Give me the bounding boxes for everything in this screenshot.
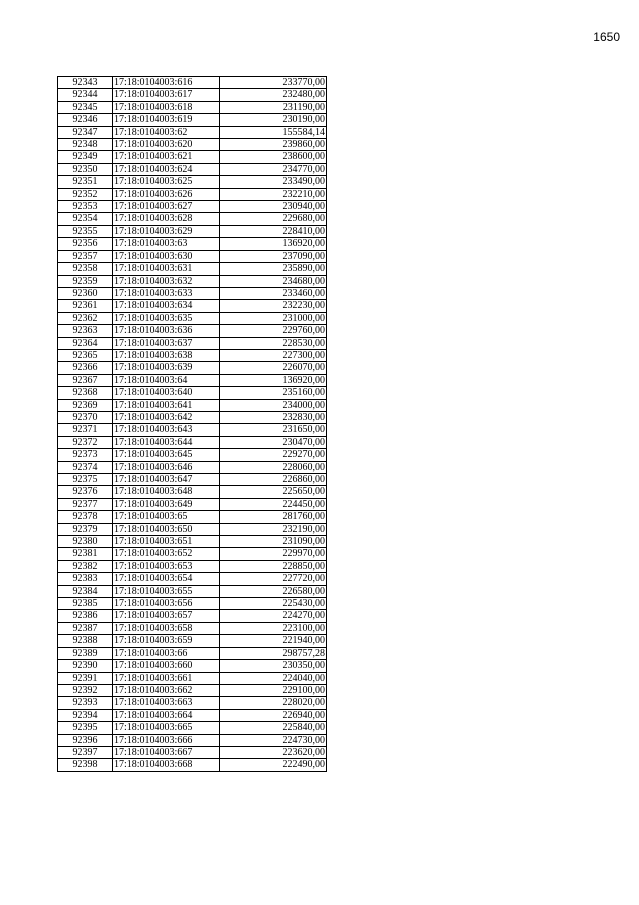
cadastral-number-cell: 17:18:0104003:668 — [113, 759, 220, 771]
row-number-cell: 92362 — [58, 312, 113, 324]
table-row — [58, 697, 327, 709]
cadastral-number-cell: 17:18:0104003:620 — [113, 139, 220, 151]
value-cell: 235890,00 — [220, 263, 327, 275]
value-cell: 232230,00 — [220, 300, 327, 312]
value-cell: 233460,00 — [220, 287, 327, 299]
row-number-cell: 92369 — [58, 399, 113, 411]
cadastral-number-cell: 17:18:0104003:625 — [113, 176, 220, 188]
row-number-cell: 92364 — [58, 337, 113, 349]
cadastral-number-cell: 17:18:0104003:664 — [113, 709, 220, 721]
cadastral-number-cell: 17:18:0104003:646 — [113, 461, 220, 473]
value-cell: 228020,00 — [220, 697, 327, 709]
value-cell: 226070,00 — [220, 362, 327, 374]
row-number-cell: 92348 — [58, 139, 113, 151]
cadastral-number-cell: 17:18:0104003:639 — [113, 362, 220, 374]
records-table — [57, 76, 327, 772]
cadastral-number-cell: 17:18:0104003:631 — [113, 263, 220, 275]
table-row — [58, 585, 327, 597]
cadastral-number-cell: 17:18:0104003:644 — [113, 436, 220, 448]
cadastral-number-cell: 17:18:0104003:638 — [113, 349, 220, 361]
row-number-cell: 92397 — [58, 746, 113, 758]
cadastral-number-cell: 17:18:0104003:667 — [113, 746, 220, 758]
table-row — [58, 598, 327, 610]
cadastral-number-cell: 17:18:0104003:634 — [113, 300, 220, 312]
table-row — [58, 709, 327, 721]
value-cell: 238600,00 — [220, 151, 327, 163]
row-number-cell: 92383 — [58, 573, 113, 585]
table-row — [58, 387, 327, 399]
value-cell: 226940,00 — [220, 709, 327, 721]
table-row — [58, 213, 327, 225]
value-cell: 223100,00 — [220, 622, 327, 634]
cadastral-number-cell: 17:18:0104003:624 — [113, 163, 220, 175]
value-cell: 232190,00 — [220, 523, 327, 535]
row-number-cell: 92393 — [58, 697, 113, 709]
cadastral-number-cell: 17:18:0104003:649 — [113, 498, 220, 510]
table-row — [58, 461, 327, 473]
table-row — [58, 610, 327, 622]
cadastral-number-cell: 17:18:0104003:650 — [113, 523, 220, 535]
table-row — [58, 573, 327, 585]
cadastral-number-cell: 17:18:0104003:663 — [113, 697, 220, 709]
table-row — [58, 374, 327, 386]
row-number-cell: 92366 — [58, 362, 113, 374]
row-number-cell: 92363 — [58, 325, 113, 337]
table-row — [58, 263, 327, 275]
row-number-cell: 92346 — [58, 114, 113, 126]
cadastral-number-cell: 17:18:0104003:65 — [113, 511, 220, 523]
value-cell: 281760,00 — [220, 511, 327, 523]
value-cell: 136920,00 — [220, 238, 327, 250]
table-row — [58, 560, 327, 572]
value-cell: 226580,00 — [220, 585, 327, 597]
row-number-cell: 92356 — [58, 238, 113, 250]
table-row — [58, 362, 327, 374]
value-cell: 231000,00 — [220, 312, 327, 324]
table-row — [58, 163, 327, 175]
value-cell: 232210,00 — [220, 188, 327, 200]
table-row — [58, 89, 327, 101]
row-number-cell: 92355 — [58, 225, 113, 237]
table-row — [58, 449, 327, 461]
value-cell: 229270,00 — [220, 449, 327, 461]
cadastral-number-cell: 17:18:0104003:655 — [113, 585, 220, 597]
cadastral-number-cell: 17:18:0104003:626 — [113, 188, 220, 200]
table-row — [58, 672, 327, 684]
table-row — [58, 548, 327, 560]
value-cell: 225840,00 — [220, 722, 327, 734]
value-cell: 234770,00 — [220, 163, 327, 175]
value-cell: 224040,00 — [220, 672, 327, 684]
value-cell: 233770,00 — [220, 77, 327, 89]
cadastral-number-cell: 17:18:0104003:658 — [113, 622, 220, 634]
cadastral-number-cell: 17:18:0104003:627 — [113, 201, 220, 213]
row-number-cell: 92360 — [58, 287, 113, 299]
value-cell: 226860,00 — [220, 474, 327, 486]
table-row — [58, 474, 327, 486]
table-row — [58, 238, 327, 250]
value-cell: 222490,00 — [220, 759, 327, 771]
cadastral-number-cell: 17:18:0104003:656 — [113, 598, 220, 610]
row-number-cell: 92377 — [58, 498, 113, 510]
value-cell: 228060,00 — [220, 461, 327, 473]
value-cell: 221940,00 — [220, 635, 327, 647]
table-row — [58, 635, 327, 647]
table-row — [58, 759, 327, 771]
value-cell: 155584,14 — [220, 126, 327, 138]
cadastral-number-cell: 17:18:0104003:629 — [113, 225, 220, 237]
row-number-cell: 92390 — [58, 660, 113, 672]
value-cell: 136920,00 — [220, 374, 327, 386]
value-cell: 231190,00 — [220, 101, 327, 113]
row-number-cell: 92344 — [58, 89, 113, 101]
value-cell: 232480,00 — [220, 89, 327, 101]
cadastral-number-cell: 17:18:0104003:648 — [113, 486, 220, 498]
row-number-cell: 92376 — [58, 486, 113, 498]
cadastral-number-cell: 17:18:0104003:657 — [113, 610, 220, 622]
row-number-cell: 92378 — [58, 511, 113, 523]
row-number-cell: 92392 — [58, 684, 113, 696]
cadastral-number-cell: 17:18:0104003:64 — [113, 374, 220, 386]
row-number-cell: 92391 — [58, 672, 113, 684]
row-number-cell: 92349 — [58, 151, 113, 163]
table-row — [58, 188, 327, 200]
cadastral-number-cell: 17:18:0104003:641 — [113, 399, 220, 411]
row-number-cell: 92352 — [58, 188, 113, 200]
value-cell: 225430,00 — [220, 598, 327, 610]
cadastral-number-cell: 17:18:0104003:651 — [113, 536, 220, 548]
table-row — [58, 312, 327, 324]
value-cell: 298757,28 — [220, 647, 327, 659]
table-row — [58, 399, 327, 411]
table-row — [58, 523, 327, 535]
row-number-cell: 92394 — [58, 709, 113, 721]
value-cell: 231090,00 — [220, 536, 327, 548]
row-number-cell: 92386 — [58, 610, 113, 622]
table-row — [58, 151, 327, 163]
table-row — [58, 201, 327, 213]
row-number-cell: 92368 — [58, 387, 113, 399]
table-row — [58, 536, 327, 548]
row-number-cell: 92365 — [58, 349, 113, 361]
table-row — [58, 337, 327, 349]
cadastral-number-cell: 17:18:0104003:617 — [113, 89, 220, 101]
cadastral-number-cell: 17:18:0104003:635 — [113, 312, 220, 324]
row-number-cell: 92357 — [58, 250, 113, 262]
value-cell: 234680,00 — [220, 275, 327, 287]
table-row — [58, 411, 327, 423]
table-row — [58, 114, 327, 126]
row-number-cell: 92389 — [58, 647, 113, 659]
value-cell: 229680,00 — [220, 213, 327, 225]
cadastral-number-cell: 17:18:0104003:630 — [113, 250, 220, 262]
value-cell: 234000,00 — [220, 399, 327, 411]
cadastral-number-cell: 17:18:0104003:645 — [113, 449, 220, 461]
row-number-cell: 92353 — [58, 201, 113, 213]
table-row — [58, 275, 327, 287]
table-row — [58, 101, 327, 113]
cadastral-number-cell: 17:18:0104003:652 — [113, 548, 220, 560]
row-number-cell: 92350 — [58, 163, 113, 175]
table-row — [58, 424, 327, 436]
table-row — [58, 300, 327, 312]
row-number-cell: 92371 — [58, 424, 113, 436]
cadastral-number-cell: 17:18:0104003:643 — [113, 424, 220, 436]
row-number-cell: 92384 — [58, 585, 113, 597]
cadastral-number-cell: 17:18:0104003:640 — [113, 387, 220, 399]
row-number-cell: 92367 — [58, 374, 113, 386]
table-row — [58, 139, 327, 151]
table-row — [58, 684, 327, 696]
cadastral-number-cell: 17:18:0104003:66 — [113, 647, 220, 659]
row-number-cell: 92382 — [58, 560, 113, 572]
row-number-cell: 92381 — [58, 548, 113, 560]
table-row — [58, 511, 327, 523]
table-row — [58, 436, 327, 448]
row-number-cell: 92343 — [58, 77, 113, 89]
cadastral-number-cell: 17:18:0104003:621 — [113, 151, 220, 163]
cadastral-number-cell: 17:18:0104003:632 — [113, 275, 220, 287]
table-row — [58, 498, 327, 510]
cadastral-number-cell: 17:18:0104003:636 — [113, 325, 220, 337]
table-row — [58, 722, 327, 734]
value-cell: 230190,00 — [220, 114, 327, 126]
row-number-cell: 92375 — [58, 474, 113, 486]
cadastral-number-cell: 17:18:0104003:616 — [113, 77, 220, 89]
table-row — [58, 287, 327, 299]
cadastral-number-cell: 17:18:0104003:654 — [113, 573, 220, 585]
cadastral-number-cell: 17:18:0104003:637 — [113, 337, 220, 349]
cadastral-number-cell: 17:18:0104003:618 — [113, 101, 220, 113]
value-cell: 227300,00 — [220, 349, 327, 361]
value-cell: 230470,00 — [220, 436, 327, 448]
value-cell: 230350,00 — [220, 660, 327, 672]
cadastral-number-cell: 17:18:0104003:660 — [113, 660, 220, 672]
value-cell: 224270,00 — [220, 610, 327, 622]
table-row — [58, 325, 327, 337]
table-row — [58, 250, 327, 262]
value-cell: 233490,00 — [220, 176, 327, 188]
table-row — [58, 77, 327, 89]
value-cell: 239860,00 — [220, 139, 327, 151]
cadastral-number-cell: 17:18:0104003:647 — [113, 474, 220, 486]
cadastral-number-cell: 17:18:0104003:619 — [113, 114, 220, 126]
row-number-cell: 92361 — [58, 300, 113, 312]
value-cell: 235160,00 — [220, 387, 327, 399]
value-cell: 229760,00 — [220, 325, 327, 337]
value-cell: 225650,00 — [220, 486, 327, 498]
table-row — [58, 225, 327, 237]
table-row — [58, 734, 327, 746]
value-cell: 231650,00 — [220, 424, 327, 436]
table-row — [58, 126, 327, 138]
table-row — [58, 349, 327, 361]
value-cell: 229970,00 — [220, 548, 327, 560]
row-number-cell: 92347 — [58, 126, 113, 138]
cadastral-number-cell: 17:18:0104003:633 — [113, 287, 220, 299]
row-number-cell: 92385 — [58, 598, 113, 610]
row-number-cell: 92396 — [58, 734, 113, 746]
row-number-cell: 92358 — [58, 263, 113, 275]
row-number-cell: 92370 — [58, 411, 113, 423]
row-number-cell: 92345 — [58, 101, 113, 113]
row-number-cell: 92372 — [58, 436, 113, 448]
value-cell: 228530,00 — [220, 337, 327, 349]
value-cell: 224730,00 — [220, 734, 327, 746]
value-cell: 230940,00 — [220, 201, 327, 213]
table-row — [58, 746, 327, 758]
value-cell: 224450,00 — [220, 498, 327, 510]
cadastral-number-cell: 17:18:0104003:653 — [113, 560, 220, 572]
records-table-body — [58, 77, 327, 772]
row-number-cell: 92379 — [58, 523, 113, 535]
table-row — [58, 647, 327, 659]
cadastral-number-cell: 17:18:0104003:665 — [113, 722, 220, 734]
row-number-cell: 92359 — [58, 275, 113, 287]
value-cell: 223620,00 — [220, 746, 327, 758]
table-row — [58, 176, 327, 188]
row-number-cell: 92380 — [58, 536, 113, 548]
cadastral-number-cell: 17:18:0104003:662 — [113, 684, 220, 696]
table-row — [58, 486, 327, 498]
value-cell: 232830,00 — [220, 411, 327, 423]
cadastral-number-cell: 17:18:0104003:666 — [113, 734, 220, 746]
row-number-cell: 92388 — [58, 635, 113, 647]
row-number-cell: 92351 — [58, 176, 113, 188]
page-number: 1650 — [593, 30, 620, 44]
row-number-cell: 92354 — [58, 213, 113, 225]
row-number-cell: 92395 — [58, 722, 113, 734]
table-row — [58, 660, 327, 672]
value-cell: 227720,00 — [220, 573, 327, 585]
cadastral-number-cell: 17:18:0104003:62 — [113, 126, 220, 138]
cadastral-number-cell: 17:18:0104003:642 — [113, 411, 220, 423]
row-number-cell: 92387 — [58, 622, 113, 634]
cadastral-number-cell: 17:18:0104003:659 — [113, 635, 220, 647]
row-number-cell: 92373 — [58, 449, 113, 461]
row-number-cell: 92374 — [58, 461, 113, 473]
cadastral-number-cell: 17:18:0104003:628 — [113, 213, 220, 225]
value-cell: 237090,00 — [220, 250, 327, 262]
cadastral-number-cell: 17:18:0104003:661 — [113, 672, 220, 684]
value-cell: 229100,00 — [220, 684, 327, 696]
row-number-cell: 92398 — [58, 759, 113, 771]
value-cell: 228410,00 — [220, 225, 327, 237]
cadastral-number-cell: 17:18:0104003:63 — [113, 238, 220, 250]
value-cell: 228850,00 — [220, 560, 327, 572]
table-row — [58, 622, 327, 634]
